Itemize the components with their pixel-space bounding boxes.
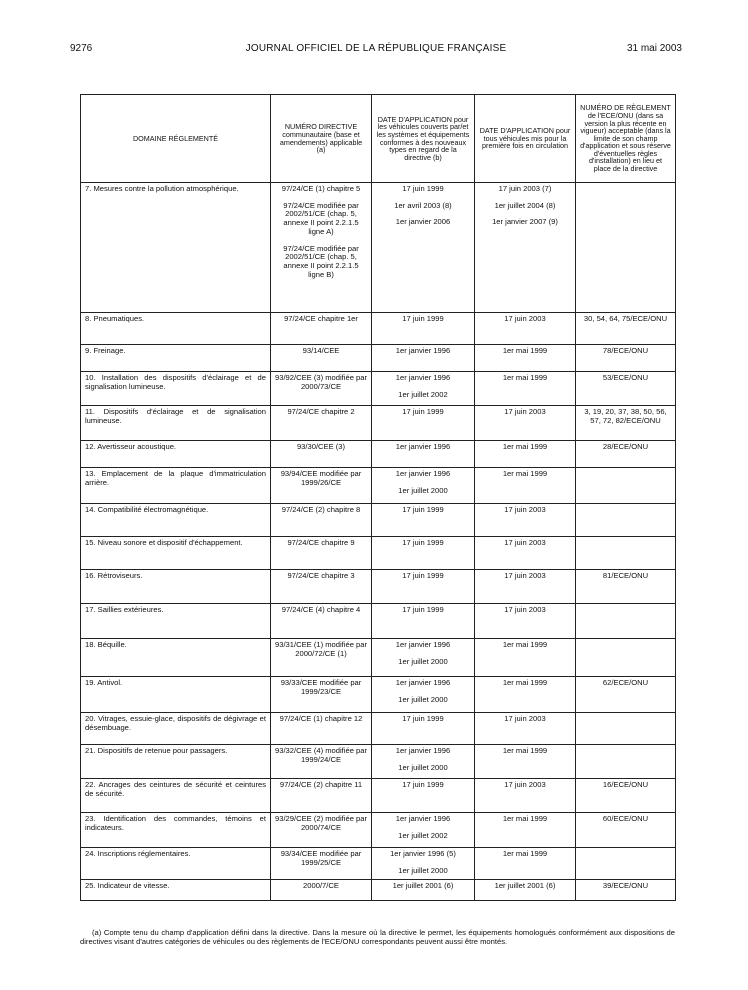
date-new-entry: 1er avril 2003 (8): [394, 200, 452, 210]
date-all-cell: [475, 372, 576, 406]
table-row: [81, 504, 676, 537]
domain-text: 18. Béquille.: [85, 640, 127, 649]
date-new-entry: 1er juillet 2001 (6): [392, 881, 454, 890]
ece-text: 3, 19, 20, 37, 38, 50, 56, 57, 72, 82/ECE/ONU: [584, 407, 667, 425]
date-all-entry: 1er mai 1999: [502, 640, 548, 649]
date-new-cell: [372, 639, 475, 677]
directive-entry: 97/24/CE (4) chapitre 4: [281, 605, 361, 614]
date-all-entry: 17 juin 2003 (7): [498, 184, 552, 193]
domain-cell: [81, 639, 271, 677]
directive-entry: 93/14/CEE: [302, 346, 340, 355]
date-all-entry: 1er juillet 2001 (6): [494, 881, 556, 890]
date-all-entry: 17 juin 2003: [504, 538, 546, 547]
domain-cell: [81, 677, 271, 713]
date-all-entry: 17 juin 2003: [504, 714, 546, 723]
date-all-cell: [475, 713, 576, 745]
directive-cell: [271, 779, 372, 813]
domain-cell: [81, 313, 271, 345]
directive-cell: [271, 880, 372, 901]
directive-entry: 93/33/CEE modifiée par 1999/23/CE: [280, 678, 362, 696]
date-new-entry: 1er juillet 2000: [398, 865, 448, 875]
date-all-entry: 1er mai 1999: [502, 678, 548, 687]
date-all-cell: [475, 406, 576, 441]
domain-text: 12. Avertisseur acoustique.: [85, 442, 177, 451]
date-all-cell: [475, 848, 576, 880]
issue-date: 31 mai 2003: [626, 43, 682, 54]
date-new-cell: [372, 604, 475, 639]
directive-entry: 97/24/CE chapitre 1er: [284, 314, 358, 323]
directive-cell: [271, 183, 372, 313]
date-all-cell: [475, 345, 576, 372]
date-new-entry: 17 juin 1999: [402, 605, 444, 614]
domain-text: 11. Dispositifs d'éclairage et de signalisation lumineuse.: [85, 407, 266, 425]
date-all-cell: [475, 745, 576, 779]
ece-cell: [576, 880, 676, 901]
date-all-cell: [475, 604, 576, 639]
date-all-cell: [475, 183, 576, 313]
table-row: [81, 313, 676, 345]
date-new-cell: [372, 779, 475, 813]
domain-cell: [81, 604, 271, 639]
date-all-entry: 1er mai 1999: [502, 814, 548, 823]
date-new-entry: 1er janvier 1996: [395, 814, 451, 823]
date-new-cell: [372, 813, 475, 848]
directive-entry: 97/24/CE (1) chapitre 5: [281, 184, 361, 193]
ece-text: 62/ECE/ONU: [602, 678, 649, 687]
directive-entry: 97/24/CE modifiée par 2002/51/CE (chap. 5, annexe II point 2.2.1.5 ligne B): [283, 243, 359, 279]
table-row: [81, 441, 676, 468]
date-new-entry: 1er janvier 1996: [395, 640, 451, 649]
directive-entry: 93/92/CEE (3) modifiée par 2000/73/CE: [275, 373, 368, 391]
table-row: [81, 406, 676, 441]
ece-text: 30, 54, 64, 75/ECE/ONU: [583, 314, 668, 323]
table-row: [81, 713, 676, 745]
date-all-cell: [475, 570, 576, 604]
date-new-entry: 17 juin 1999: [402, 314, 444, 323]
directive-entry: 97/24/CE (2) chapitre 11: [279, 780, 363, 789]
domain-cell: [81, 406, 271, 441]
domain-text: 13. Emplacement de la plaque d'immatriculation arrière.: [85, 469, 266, 487]
ece-cell: [576, 639, 676, 677]
date-new-entry: 17 juin 1999: [402, 780, 444, 789]
ece-cell: [576, 504, 676, 537]
date-new-entry: 17 juin 1999: [402, 571, 444, 580]
ece-cell: [576, 813, 676, 848]
ece-cell: [576, 779, 676, 813]
date-new-entry: 1er janvier 1996: [395, 678, 451, 687]
ece-cell: [576, 537, 676, 570]
ece-cell: [576, 313, 676, 345]
date-new-entry: 1er juillet 2000: [398, 656, 448, 666]
date-all-entry: 1er mai 1999: [502, 849, 548, 858]
date-new-entry: 1er janvier 1996: [395, 469, 451, 478]
domain-text: 10. Installation des dispositifs d'éclairage et de signalisation lumineuse.: [85, 373, 266, 391]
domain-text: 21. Dispositifs de retenue pour passagers.: [85, 746, 228, 755]
date-new-entry: 17 juin 1999: [402, 407, 444, 416]
footnote: [80, 929, 675, 946]
directive-cell: [271, 468, 372, 504]
ece-cell: [576, 345, 676, 372]
domain-text: 20. Vitrages, essuie-glace, dispositifs de dégivrage et désembuage.: [85, 714, 266, 732]
ece-text: 60/ECE/ONU: [602, 814, 649, 823]
ece-cell: [576, 441, 676, 468]
directive-entry: 93/32/CEE (4) modifiée par 1999/24/CE: [275, 746, 368, 764]
domain-text: 8. Pneumatiques.: [85, 314, 145, 323]
date-all-cell: [475, 779, 576, 813]
directive-cell: [271, 313, 372, 345]
table-row: [81, 848, 676, 880]
date-all-entry: 1er mai 1999: [502, 442, 548, 451]
regulation-table: [80, 94, 676, 901]
domain-cell: [81, 468, 271, 504]
domain-cell: [81, 570, 271, 604]
directive-cell: [271, 441, 372, 468]
ece-cell: [576, 183, 676, 313]
date-new-entry: 1er juillet 2000: [398, 694, 448, 704]
ece-cell: [576, 713, 676, 745]
domain-cell: [81, 345, 271, 372]
ece-cell: [576, 372, 676, 406]
date-new-cell: [372, 713, 475, 745]
domain-text: 15. Niveau sonore et dispositif d'échappement.: [85, 538, 243, 547]
date-all-entry: 17 juin 2003: [504, 407, 546, 416]
domain-cell: [81, 848, 271, 880]
directive-cell: [271, 604, 372, 639]
date-new-cell: [372, 880, 475, 901]
date-all-entry: 17 juin 2003: [504, 605, 546, 614]
table-row: [81, 779, 676, 813]
date-all-entry: 17 juin 2003: [504, 314, 546, 323]
date-all-entry: 17 juin 2003: [504, 780, 546, 789]
table-row: [81, 745, 676, 779]
table-row: [81, 880, 676, 901]
ece-cell: [576, 677, 676, 713]
date-all-cell: [475, 639, 576, 677]
table-row: [81, 372, 676, 406]
header-directive: NUMÉRO DIRECTIVE communautaire (base et amendements) applicable (a): [271, 95, 372, 183]
date-new-cell: [372, 570, 475, 604]
directive-entry: 2000/7/CE: [303, 881, 339, 890]
directive-entry: 97/24/CE modifiée par 2002/51/CE (chap. 5, annexe II point 2.2.1.5 ligne A): [283, 200, 359, 236]
date-new-entry: 17 juin 1999: [402, 714, 444, 723]
date-all-entry: 1er mai 1999: [502, 469, 548, 478]
footnote-text: (a) Compte tenu du champ d'application défini dans la directive. Dans la mesure où la directive le permet, les équipements homologués conformément aux dispositions de directives visant d'autres catégories de véhicules ou des règlements de l'ECE/ONU correspondants peuvent aussi être montés.: [80, 928, 675, 946]
date-new-entry: 1er janvier 1996: [395, 746, 451, 755]
table-row: [81, 468, 676, 504]
ece-cell: [576, 570, 676, 604]
directive-entry: 93/30/CEE (3): [296, 442, 346, 451]
date-new-cell: [372, 345, 475, 372]
table-row: [81, 677, 676, 713]
table-row: [81, 537, 676, 570]
ece-text: 78/ECE/ONU: [602, 346, 649, 355]
domain-text: 9. Freinage.: [85, 346, 126, 355]
directive-entry: 93/29/CEE (2) modifiée par 2000/74/CE: [275, 814, 368, 832]
directive-entry: 97/24/CE chapitre 2: [287, 407, 355, 416]
domain-cell: [81, 880, 271, 901]
date-new-entry: 17 juin 1999: [402, 184, 444, 193]
table-row: [81, 570, 676, 604]
ece-text: 53/ECE/ONU: [602, 373, 649, 382]
date-all-cell: [475, 880, 576, 901]
directive-entry: 97/24/CE (1) chapitre 12: [279, 714, 363, 723]
ece-text: 28/ECE/ONU: [602, 442, 649, 451]
ece-text: 39/ECE/ONU: [602, 881, 649, 890]
domain-cell: [81, 537, 271, 570]
domain-text: 17. Saillies extérieures.: [85, 605, 164, 614]
page-number: 9276: [70, 43, 93, 54]
date-new-entry: 1er juillet 2000: [398, 762, 448, 772]
date-all-entry: 17 juin 2003: [504, 505, 546, 514]
directive-cell: [271, 345, 372, 372]
date-new-entry: 17 juin 1999: [402, 505, 444, 514]
date-new-entry: 1er janvier 1996: [395, 373, 451, 382]
table-row: [81, 639, 676, 677]
domain-cell: [81, 713, 271, 745]
date-all-cell: [475, 537, 576, 570]
table-row: [81, 183, 676, 313]
date-all-entry: 1er janvier 2007 (9): [492, 217, 558, 227]
table-body: [81, 183, 676, 901]
domain-cell: [81, 183, 271, 313]
domain-text: 19. Antivol.: [85, 678, 123, 687]
date-new-entry: 1er janvier 1996: [395, 346, 451, 355]
table-row: [81, 345, 676, 372]
domain-text: 16. Rétroviseurs.: [85, 571, 143, 580]
domain-cell: [81, 813, 271, 848]
directive-cell: [271, 848, 372, 880]
directive-cell: [271, 504, 372, 537]
directive-cell: [271, 537, 372, 570]
date-all-cell: [475, 441, 576, 468]
directive-entry: 97/24/CE chapitre 9: [287, 538, 355, 547]
domain-cell: [81, 441, 271, 468]
date-all-entry: 1er juillet 2004 (8): [494, 200, 556, 210]
domain-text: 24. Inscriptions réglementaires.: [85, 849, 191, 858]
ece-text: 81/ECE/ONU: [602, 571, 649, 580]
date-new-entry: 1er juillet 2000: [398, 485, 448, 495]
date-new-entry: 1er janvier 1996 (5): [390, 849, 456, 858]
domain-cell: [81, 779, 271, 813]
directive-entry: 97/24/CE chapitre 3: [287, 571, 355, 580]
date-new-entry: 1er juillet 2002: [398, 830, 448, 840]
directive-cell: [271, 372, 372, 406]
directive-cell: [271, 639, 372, 677]
date-new-cell: [372, 537, 475, 570]
date-new-cell: [372, 441, 475, 468]
journal-title: JOURNAL OFFICIEL DE LA RÉPUBLIQUE FRANÇAISE: [245, 43, 507, 54]
header-domain: DOMAINE RÉGLEMENTÉ: [81, 95, 271, 183]
date-new-cell: [372, 848, 475, 880]
date-new-cell: [372, 183, 475, 313]
directive-entry: 93/94/CEE modifiée par 1999/26/CE: [280, 469, 362, 487]
date-all-cell: [475, 468, 576, 504]
header-date-all: DATE D'APPLICATION pour tous véhicules mis pour la première fois en circulation: [475, 95, 576, 183]
directive-cell: [271, 745, 372, 779]
date-new-cell: [372, 468, 475, 504]
domain-text: 7. Mesures contre la pollution atmosphérique.: [85, 184, 239, 193]
date-all-cell: [475, 813, 576, 848]
date-all-entry: 1er mai 1999: [502, 373, 548, 382]
header-date-new: DATE D'APPLICATION pour les véhicules couverts par/et les systèmes et équipements conformes à des nouveaux types en regard de la directive (b): [372, 95, 475, 183]
ece-cell: [576, 604, 676, 639]
directive-cell: [271, 813, 372, 848]
date-all-entry: 17 juin 2003: [504, 571, 546, 580]
date-new-cell: [372, 745, 475, 779]
ece-cell: [576, 468, 676, 504]
ece-cell: [576, 848, 676, 880]
directive-cell: [271, 570, 372, 604]
table-row: [81, 813, 676, 848]
date-all-entry: 1er mai 1999: [502, 346, 548, 355]
domain-text: 22. Ancrages des ceintures de sécurité et ceintures de sécurité.: [85, 780, 266, 798]
table-row: [81, 604, 676, 639]
domain-text: 25. Indicateur de vitesse.: [85, 881, 170, 890]
domain-cell: [81, 504, 271, 537]
date-new-cell: [372, 406, 475, 441]
date-new-entry: 1er janvier 2006: [395, 217, 451, 227]
directive-entry: 97/24/CE (2) chapitre 8: [281, 505, 361, 514]
date-all-entry: 1er mai 1999: [502, 746, 548, 755]
date-new-cell: [372, 677, 475, 713]
page-header: [70, 43, 682, 57]
ece-cell: [576, 745, 676, 779]
directive-cell: [271, 677, 372, 713]
domain-cell: [81, 745, 271, 779]
domain-text: 14. Compatibilité électromagnétique.: [85, 505, 209, 514]
ece-text: 16/ECE/ONU: [602, 780, 649, 789]
directive-cell: [271, 406, 372, 441]
directive-entry: 93/31/CEE (1) modifiée par 2000/72/CE (1): [275, 640, 368, 658]
date-new-entry: 1er juillet 2002: [398, 389, 448, 399]
ece-cell: [576, 406, 676, 441]
header-ece: NUMÉRO DE RÈGLEMENT de l'ECE/ONU (dans sa version la plus récente en vigueur) acceptable (dans la limite de son champ d'application et sous réserve d'éventuelles règles d'installation) en lieu et place de la directive: [576, 95, 676, 183]
domain-text: 23. Identification des commandes, témoins et indicateurs.: [85, 814, 266, 832]
date-all-cell: [475, 504, 576, 537]
date-new-cell: [372, 504, 475, 537]
date-new-entry: 1er janvier 1996: [395, 442, 451, 451]
date-all-cell: [475, 677, 576, 713]
date-all-cell: [475, 313, 576, 345]
domain-cell: [81, 372, 271, 406]
directive-cell: [271, 713, 372, 745]
directive-entry: 93/34/CEE modifiée par 1999/25/CE: [280, 849, 362, 867]
date-new-entry: 17 juin 1999: [402, 538, 444, 547]
date-new-cell: [372, 313, 475, 345]
date-new-cell: [372, 372, 475, 406]
